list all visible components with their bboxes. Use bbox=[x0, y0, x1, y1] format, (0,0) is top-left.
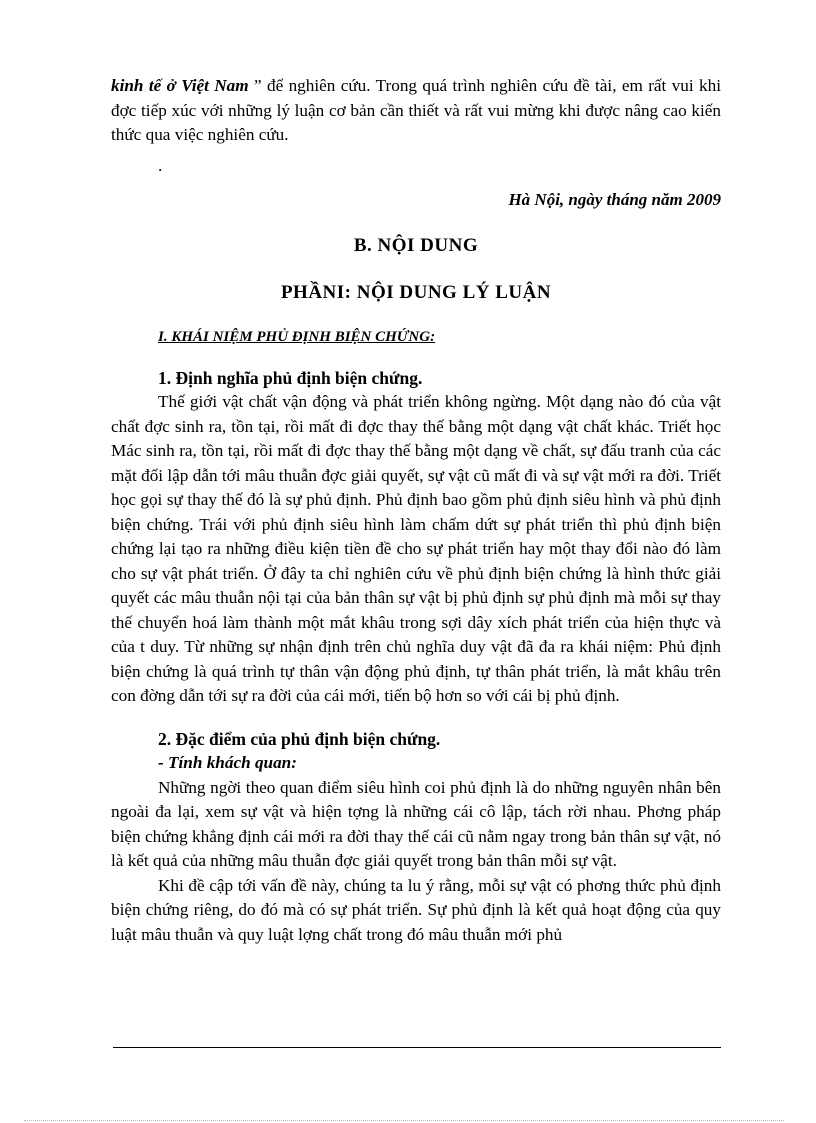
section-title: B. NỘI DUNG bbox=[353, 235, 479, 256]
date-line: Hà Nội, ngày tháng năm 2009 bbox=[508, 189, 721, 209]
heading-characteristics: 2. Đặc điểm của phủ định biện chứng. bbox=[158, 728, 441, 749]
page-content bbox=[111, 74, 721, 947]
heading-concept: I. KHÁI NIỆM PHỦ ĐỊNH BIỆN CHỨNG: bbox=[158, 329, 436, 345]
page-bottom-edge bbox=[24, 1120, 784, 1121]
intro-paragraph bbox=[111, 74, 721, 148]
subheading-objectivity: - Tính khách quan: bbox=[158, 753, 297, 772]
intro-text: ” để nghiên cứu. Trong quá trình nghiên cứu đề tài, em rất vui khi đợc tiếp xúc với những lý luận cơ bản cần thiết và rất vui mừng khi được nâng cao kiến thức qua việc nghiên cứu. bbox=[111, 76, 721, 144]
dot-line: . bbox=[158, 155, 163, 175]
intro-bold-italic-text: kinh tế ở Việt Nam bbox=[111, 76, 249, 95]
part-title: PHẦNI: NỘI DUNG LÝ LUẬN bbox=[280, 281, 552, 303]
footer-rule bbox=[113, 1047, 721, 1048]
paragraph-definition: Thế giới vật chất vận động và phát triển không ngừng. Một dạng nào đó của vật chất đợc sinh ra, tồn tại, rồi mất đi đợc thay thế bằng một dạng vật chất khác. Triết học Mác sinh ra, tồn tại, rồi mất đi đợc thay thế bằng một dạng về chất, sự đấu tranh của các mặt đối lập dẫn tới mâu thuẫn đợc giải quyết, sự vật cũ mất đi và sự vật mới ra đời. Triết học gọi sự thay thế đó là sự phủ định. Phủ định bao gồm phủ định siêu hình và phủ định biện chứng. Trái với phủ định siêu hình làm chấm dứt sự phát triển thì phủ định biện chứng lại tạo ra những điều kiện tiền đề cho sự phát triển hay một thay đổi nào đó làm cho sự vật phát triển. Ở đây ta chỉ nghiên cứu về phủ định biện chứng là hình thức giải quyết các mâu thuẫn nội tại của bản thân sự vật bị phủ định sự phủ định mà mỗi sự thay thế chuyển hoá làm thành một mắt khâu trong sợi dây xích phát triển của hiện thực và của t duy. Từ những sự nhận định trên chủ nghĩa duy vật đã đa ra khái niệm: Phủ định biện chứng là quá trình tự thân vận động phủ định, tự thân phát triển, là mắt khâu trên con đờng dẫn tới sự ra đời của cái mới, tiến bộ hơn so với cái bị phủ định. bbox=[111, 392, 721, 705]
paragraph-objectivity: Những ngời theo quan điểm siêu hình coi phủ định là do những nguyên nhân bên ngoài đa lại, xem sự vật và hiện tợng là những cái cô lập, tách rời nhau. Phơng pháp biện chứng khẳng định cái mới ra đời thay thế cái cũ nằm ngay trong bản thân sự vật, nó là kết quả của những mâu thuẫn đợc giải quyết trong bản thân mỗi sự vật. bbox=[111, 777, 721, 870]
paragraph-continuation: Khi đề cập tới vấn đề này, chúng ta lu ý rằng, mỗi sự vật có phơng thức phủ định biện chứng riêng, do đó mà có sự phát triển. Sự phủ định là kết quả hoạt động của quy luật mâu thuẫn và quy luật lợng chất trong đó mâu thuẫn mới phủ bbox=[111, 875, 721, 944]
heading-definition: 1. Định nghĩa phủ định biện chứng. bbox=[158, 367, 423, 388]
